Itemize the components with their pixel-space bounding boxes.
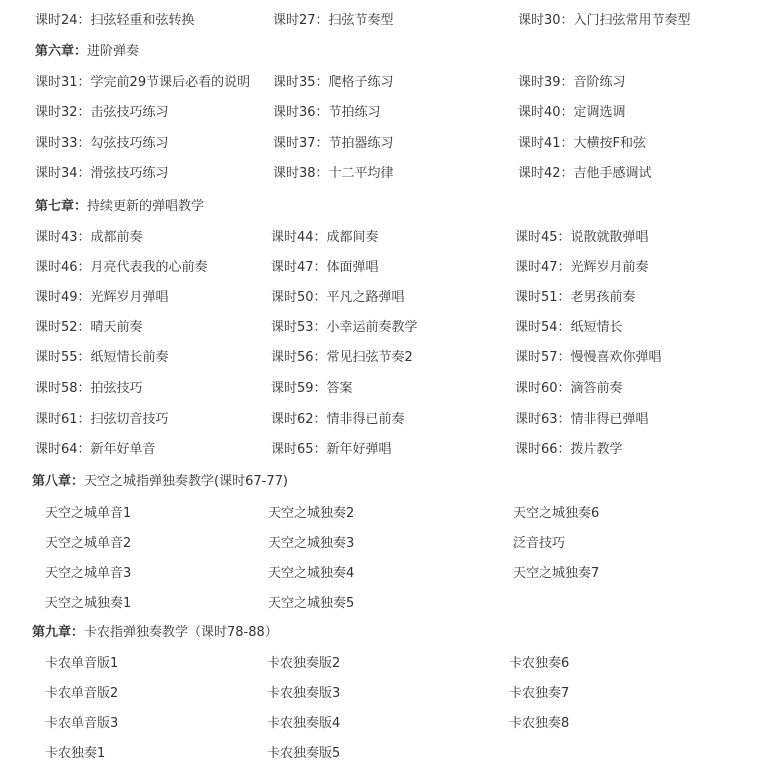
chapter-heading-8	[32, 472, 288, 492]
lesson-item: 课时45：说散就散弹唱	[515, 230, 649, 245]
lesson-item: 课时61：扫弦切音技巧	[35, 412, 169, 427]
lesson-item: 课时58：拍弦技巧	[35, 381, 143, 396]
lesson-item: 课时44：成都间奏	[271, 230, 379, 245]
lesson-item: 天空之城单音3	[45, 566, 132, 581]
lesson-item: 课时46：月亮代表我的心前奏	[35, 260, 208, 275]
lesson-item: 天空之城独奏7	[513, 566, 600, 581]
lesson-row	[0, 504, 771, 524]
lesson-item: 课时54：纸短情长	[515, 320, 623, 335]
lesson-row	[0, 744, 771, 764]
lesson-item: 课时42：吉他手感调试	[518, 166, 652, 181]
chapter-title: 天空之城指弹独奏教学(课时67-77)	[84, 474, 288, 489]
lesson-item: 课时43：成都前奏	[35, 230, 143, 245]
lesson-item: 课时65：新年好弹唱	[271, 442, 392, 457]
chapter-heading-9	[32, 623, 278, 643]
lesson-item: 卡农独奏6	[509, 656, 570, 671]
lesson-item: 课时64：新年好单音	[35, 442, 156, 457]
lesson-item: 课时35：爬格子练习	[273, 75, 394, 90]
chapter-title: 进阶弹奏	[87, 44, 140, 59]
lesson-item: 卡农独奏版2	[267, 656, 341, 671]
lesson-row	[0, 73, 771, 93]
lesson-row	[0, 348, 771, 368]
lesson-item: 课时50：平凡之路弹唱	[271, 290, 405, 305]
lesson-item: 卡农独奏版3	[267, 686, 341, 701]
lesson-item: 课时66：拨片教学	[515, 442, 623, 457]
lesson-row	[0, 410, 771, 430]
lesson-item: 天空之城独奏2	[268, 506, 355, 521]
lesson-item: 课时47：体面弹唱	[271, 260, 379, 275]
lesson-item: 天空之城单音1	[45, 506, 132, 521]
lesson-item: 卡农独奏1	[45, 746, 106, 761]
lesson-item: 课时24：扫弦轻重和弦转换	[35, 13, 195, 28]
lesson-row	[0, 134, 771, 154]
lesson-item: 天空之城独奏6	[513, 506, 600, 521]
lesson-item: 课时59：答案	[271, 381, 353, 396]
lesson-item: 卡农独奏8	[509, 716, 570, 731]
lesson-row	[0, 318, 771, 338]
lesson-item: 课时60：滴答前奏	[515, 381, 623, 396]
lesson-item: 卡农单音版1	[45, 656, 119, 671]
lesson-row	[0, 714, 771, 734]
lesson-item: 课时32：击弦技巧练习	[35, 105, 169, 120]
lesson-item: 课时41：大横按F和弦	[518, 136, 647, 151]
chapter-title: 卡农指弹独奏教学（课时78-88）	[84, 625, 278, 640]
lesson-item: 课时37：节拍器练习	[273, 136, 394, 151]
chapter-number: 第六章：	[35, 44, 88, 59]
lesson-item: 课时51：老男孩前奏	[515, 290, 636, 305]
lesson-row	[0, 258, 771, 278]
lesson-item: 泛音技巧	[513, 536, 566, 551]
lesson-item: 课时56：常见扫弦节奏2	[271, 350, 413, 365]
lesson-item: 课时39：音阶练习	[518, 75, 626, 90]
lesson-row	[0, 594, 771, 614]
lesson-item: 课时62：情非得已前奏	[271, 412, 405, 427]
lesson-item: 天空之城独奏4	[268, 566, 355, 581]
lesson-row	[0, 440, 771, 460]
lesson-item: 课时57：慢慢喜欢你弹唱	[515, 350, 662, 365]
lesson-item: 天空之城独奏3	[268, 536, 355, 551]
lesson-item: 课时34：滑弦技巧练习	[35, 166, 169, 181]
lesson-row	[0, 684, 771, 704]
lesson-item: 天空之城单音2	[45, 536, 132, 551]
lesson-item: 课时31：学完前29节课后必看的说明	[35, 75, 251, 90]
lesson-item: 课时36：节拍练习	[273, 105, 381, 120]
chapter-heading-6	[35, 42, 139, 62]
lesson-item: 课时53：小幸运前奏教学	[271, 320, 418, 335]
lesson-item: 课时38：十二平均律	[273, 166, 394, 181]
lesson-item: 卡农单音版3	[45, 716, 119, 731]
chapter-heading-7	[35, 197, 204, 217]
lesson-row	[0, 534, 771, 554]
lesson-row	[0, 164, 771, 184]
lesson-item: 课时55：纸短情长前奏	[35, 350, 169, 365]
chapter-number: 第八章：	[32, 474, 85, 489]
lesson-item: 天空之城独奏5	[268, 596, 355, 611]
lesson-item: 卡农独奏版5	[267, 746, 341, 761]
lesson-row	[0, 103, 771, 123]
lesson-row	[0, 379, 771, 399]
lesson-item: 卡农独奏7	[509, 686, 570, 701]
lesson-item: 课时63：情非得已弹唱	[515, 412, 649, 427]
chapter-title: 持续更新的弹唱教学	[87, 199, 205, 214]
lesson-row	[0, 564, 771, 584]
lesson-item: 课时30：入门扫弦常用节奏型	[518, 13, 691, 28]
lesson-item: 课时27：扫弦节奏型	[273, 13, 394, 28]
lesson-item: 课时40：定调选调	[518, 105, 626, 120]
lesson-item: 课时49：光辉岁月弹唱	[35, 290, 169, 305]
chapter-number: 第七章：	[35, 199, 88, 214]
lesson-item: 天空之城独奏1	[45, 596, 132, 611]
lesson-item: 卡农独奏版4	[267, 716, 341, 731]
lesson-row	[0, 654, 771, 674]
lesson-row	[0, 288, 771, 308]
lesson-row	[0, 228, 771, 248]
lesson-row	[0, 11, 771, 31]
lesson-item: 课时33：勾弦技巧练习	[35, 136, 169, 151]
lesson-item: 卡农单音版2	[45, 686, 119, 701]
lesson-item: 课时52：晴天前奏	[35, 320, 143, 335]
lesson-item: 课时47：光辉岁月前奏	[515, 260, 649, 275]
chapter-number: 第九章：	[32, 625, 85, 640]
